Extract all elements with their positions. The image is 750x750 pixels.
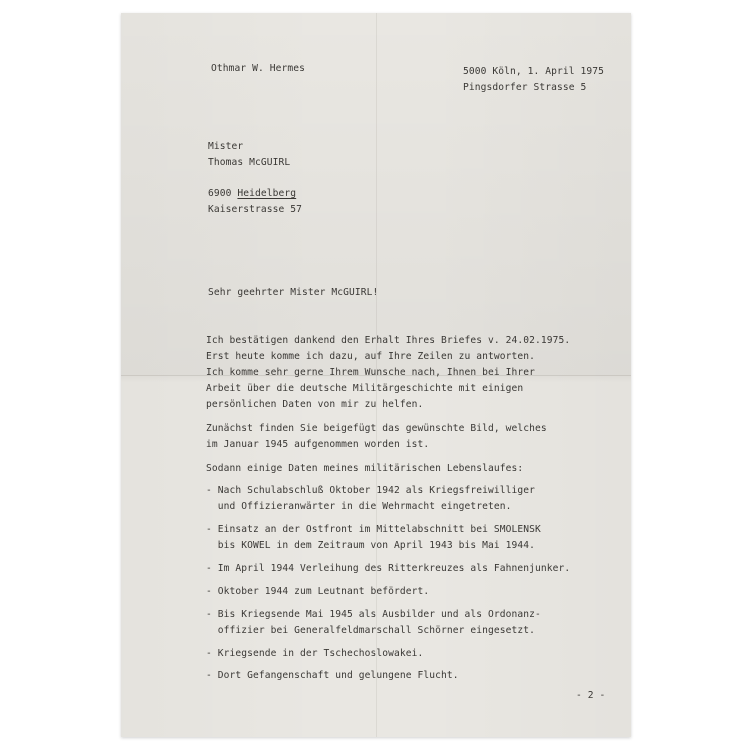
greeting: Sehr geehrter Mister McGUIRL! [208,287,379,298]
list-item-line: - Einsatz an der Ostfront im Mittelabschnitt bei SMOLENSK [206,524,541,535]
sender-street: Pingsdorfer Strasse 5 [463,82,587,93]
list-item-line: bis KOWEL in dem Zeitraum von April 1943 bis Mai 1944. [206,540,536,551]
recipient-city-line [208,188,296,200]
paragraph-2-line: Zunächst finden Sie beigefügt das gewünschte Bild, welches [206,423,547,434]
recipient-postcode: 6900 [208,188,232,199]
list-item-line: - Bis Kriegsende Mai 1945 als Ausbilder und als Ordonanz- [206,609,541,620]
list-item-line: und Offizieranwärter in die Wehrmacht eingetreten. [206,501,512,512]
paragraph-1-line: Erst heute komme ich dazu, auf Ihre Zeilen zu antworten. [206,351,536,362]
list-item-line: - Nach Schulabschluß Oktober 1942 als Kriegsfreiwilliger [206,485,536,496]
paragraph-1-line: Ich komme sehr gerne Ihrem Wunsche nach, Ihnen bei Ihrer [206,367,536,378]
paragraph-1-line: persönlichen Daten von mir zu helfen. [206,399,424,410]
paragraph-1-line: Arbeit über die deutsche Militärgeschichte mit einigen [206,383,524,394]
list-item-line: - Kriegsende in der Tschechoslowakei. [206,648,424,659]
recipient-city: Heidelberg [237,188,297,199]
list-item-line: offizier bei Generalfeldmarschall Schörner eingesetzt. [206,625,536,636]
paragraph-3: Sodann einige Daten meines militärischen Lebenslaufes: [206,463,524,474]
sender-name: Othmar W. Hermes [211,63,306,74]
recipient-name: Thomas McGUIRL [208,157,291,168]
paragraph-2-line: im Januar 1945 aufgenommen worden ist. [206,439,430,450]
list-item-line: - Oktober 1944 zum Leutnant befördert. [206,586,430,597]
page-number: - 2 - [576,690,606,701]
list-item-line: - Dort Gefangenschaft und gelungene Flucht. [206,670,459,681]
list-item-line: - Im April 1944 Verleihung des Ritterkreuzes als Fahnenjunker. [206,563,571,574]
letter-page [121,13,631,737]
paragraph-1-line: Ich bestätigen dankend den Erhalt Ihres Briefes v. 24.02.1975. [206,335,571,346]
place-date: 5000 Köln, 1. April 1975 [463,66,605,77]
recipient-salutation: Mister [208,141,244,152]
recipient-street: Kaiserstrasse 57 [208,204,303,215]
